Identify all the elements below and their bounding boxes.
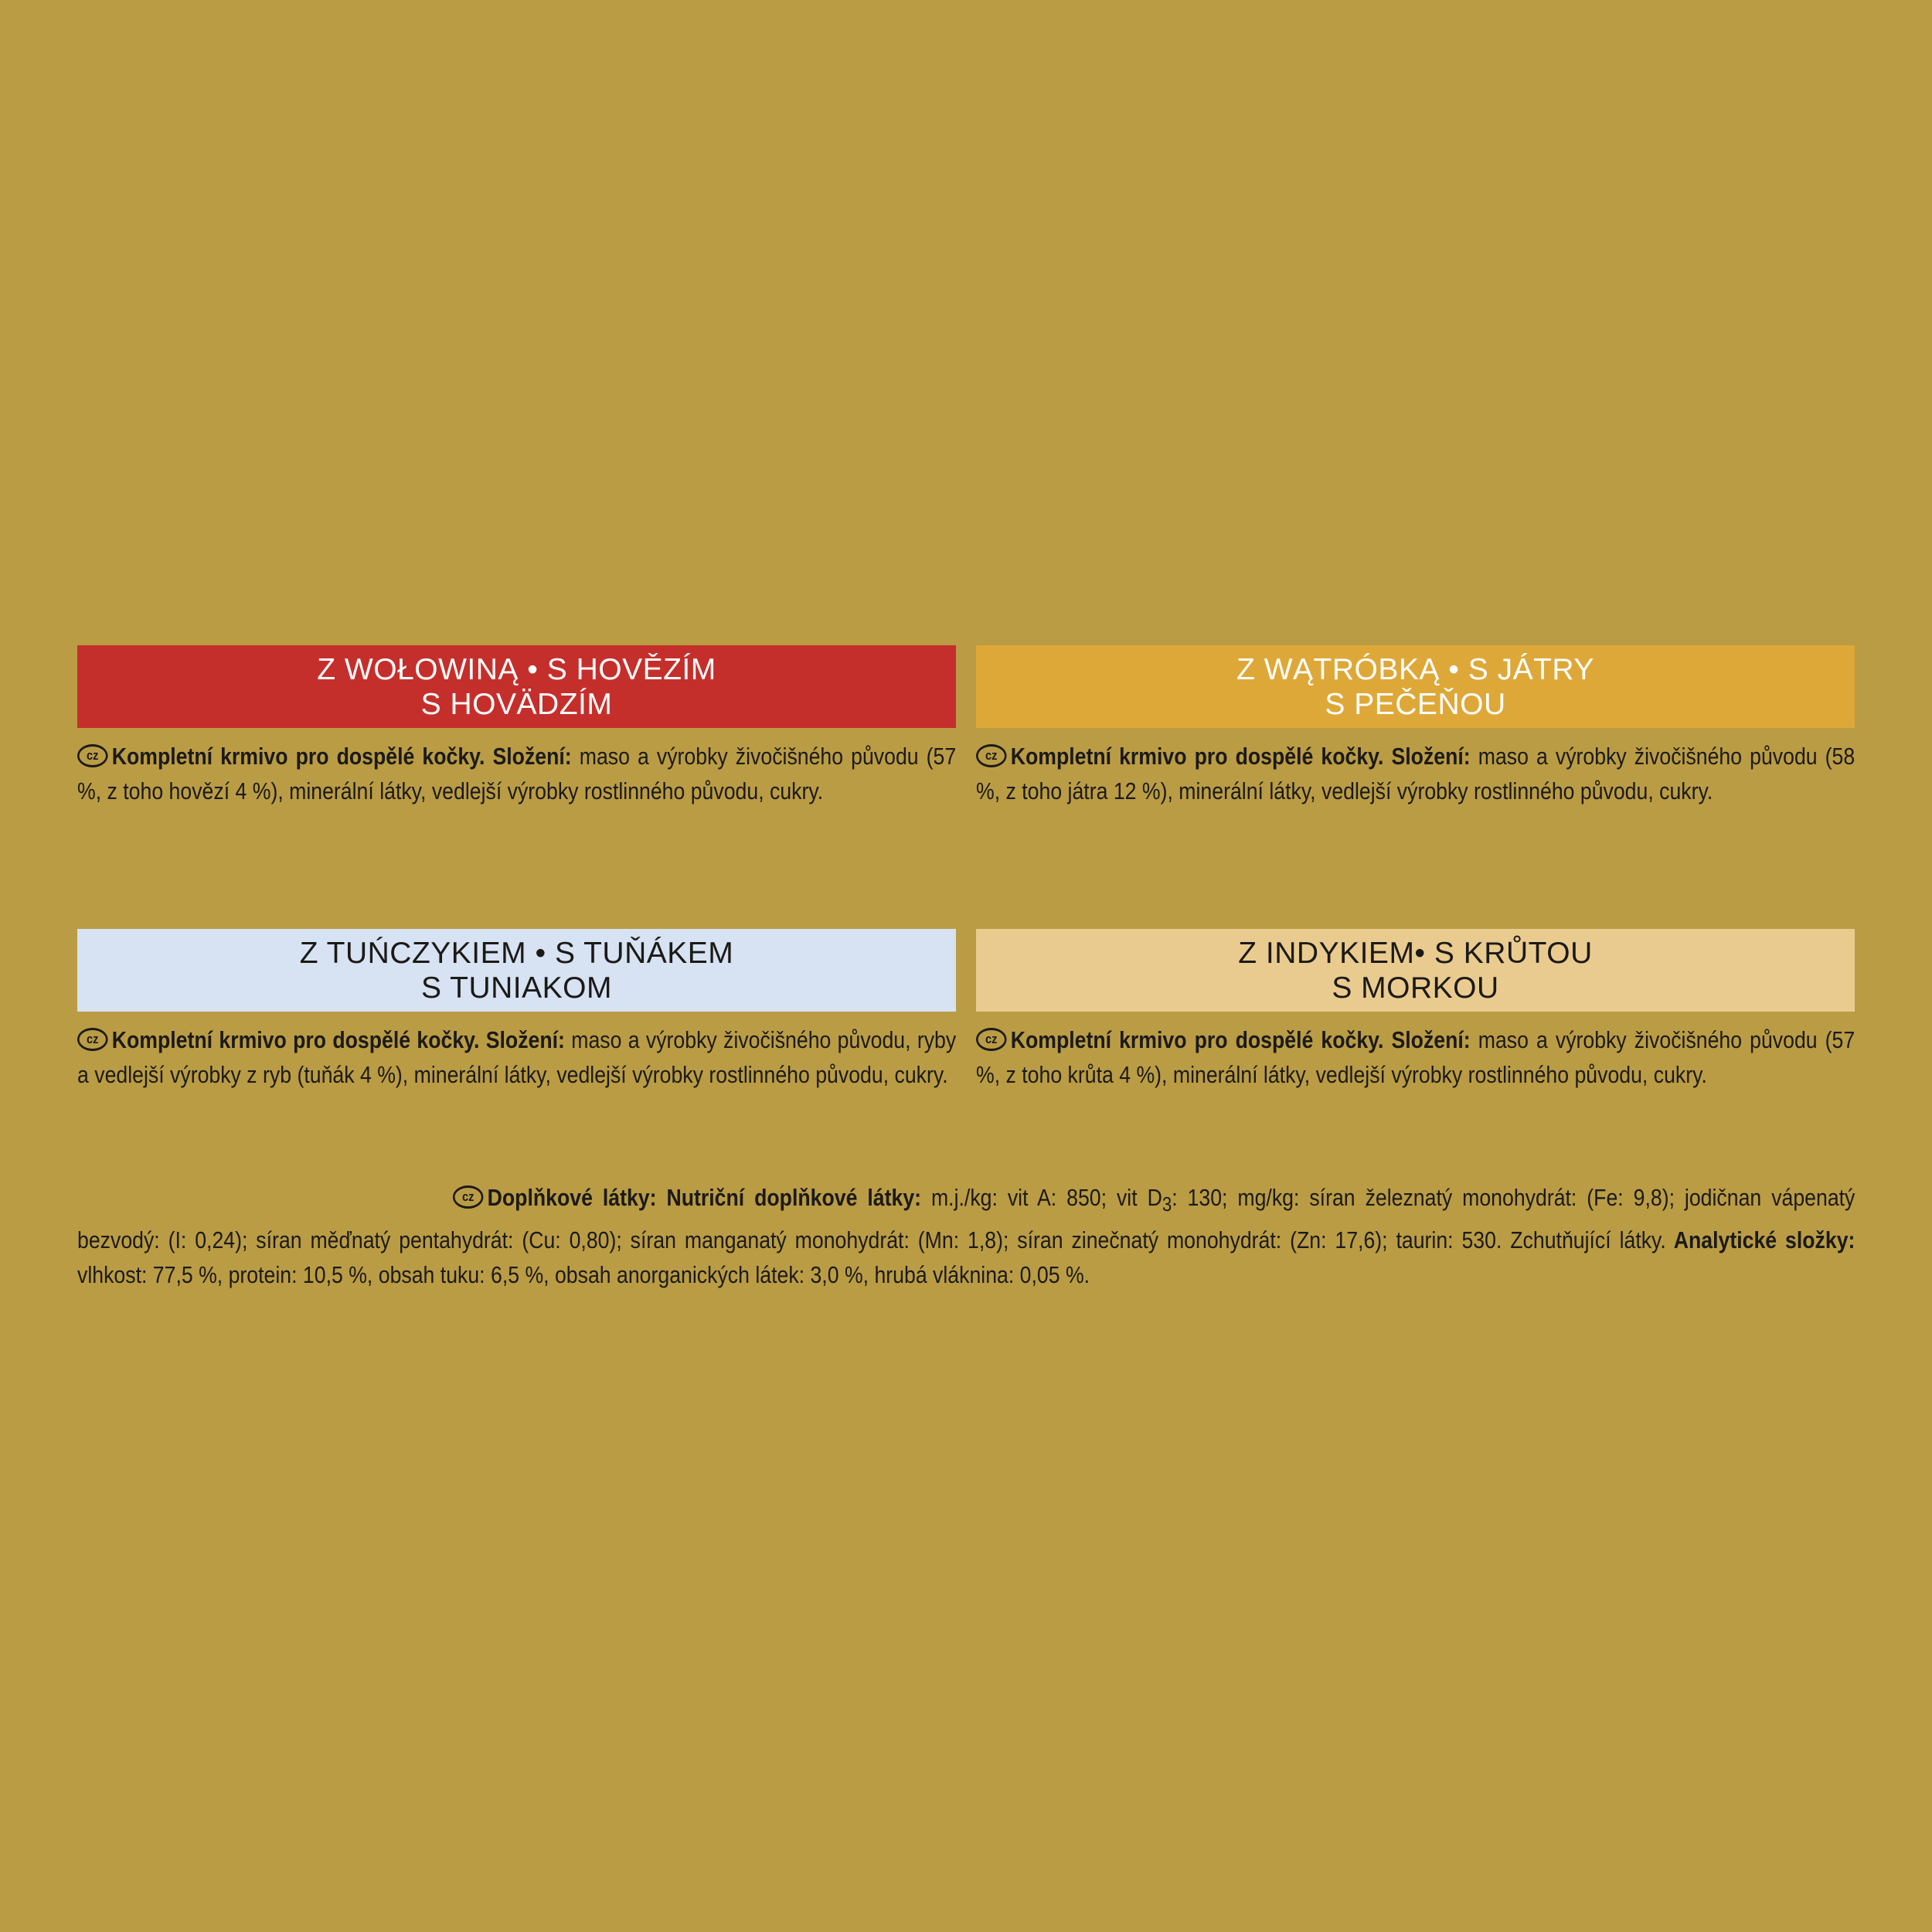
cz-badge-icon: cz (77, 744, 108, 767)
additives-text (77, 1180, 1855, 1292)
product-liver (976, 645, 1855, 808)
product-header (77, 929, 956, 1012)
composition-body: maso a výrobky živočišného původu (58 %, z toho játra 12 %), minerální látky, vedlejší výrobky rostlinného původu, cukry. (976, 743, 1855, 804)
composition-text (976, 1022, 1855, 1092)
product-beef (77, 645, 956, 808)
additives-block (77, 1180, 1855, 1292)
additives-bold-1: Doplňkové látky: Nutriční doplňkové látky: (487, 1184, 922, 1211)
composition-text (77, 739, 956, 808)
header-line-2: S HOVÄDZÍM (420, 687, 613, 721)
header-line-1: Z TUŃCZYKIEM • S TUŇÁKEM (299, 936, 734, 970)
cz-badge-icon: cz (976, 1028, 1007, 1051)
composition-text (976, 739, 1855, 808)
header-line-2: S PEČEŇOU (1325, 687, 1506, 721)
product-header (976, 929, 1855, 1012)
composition-bold: Kompletní krmivo pro dospělé kočky. Složení: (1010, 743, 1471, 770)
additives-text-1: m.j./kg: vit A: 850; vit D (921, 1184, 1162, 1211)
product-turkey (976, 929, 1855, 1092)
header-line-1: Z INDYKIEM• S KRŮTOU (1238, 936, 1593, 970)
product-tuna (77, 929, 956, 1092)
additives-text-3: vlhkost: 77,5 %, protein: 10,5 %, obsah tuku: 6,5 %, obsah anorganických látek: 3,0 %, hrubá vláknina: 0,05 %. (77, 1261, 1090, 1289)
composition-text (77, 1022, 956, 1092)
header-line-2: S TUNIAKOM (421, 971, 612, 1005)
header-line-2: S MORKOU (1332, 971, 1499, 1005)
product-header (77, 645, 956, 728)
additives-text-2: : 130; mg/kg: síran železnatý monohydrát: (Fe: 9,8); jodičnan vápenatý bezvodý: (I: 0,24); síran měďnatý pentahydrát: (Cu: 0,80); síran manganatý monohydrát: (Mn: 1,8); síran zinečnatý monohydrát: (Zn: 17,6); taurin: 530. Zchutňující látky. (77, 1184, 1855, 1254)
composition-bold: Kompletní krmivo pro dospělé kočky. Složení: (111, 1026, 565, 1053)
cz-badge-icon: cz (976, 744, 1007, 767)
composition-bold: Kompletní krmivo pro dospělé kočky. Složení: (1010, 1026, 1471, 1053)
header-line-1: Z WĄTRÓBKĄ • S JÁTRY (1236, 652, 1594, 686)
additives-bold-2: Analytické složky: (1665, 1226, 1855, 1254)
additives-subscript: 3 (1162, 1194, 1172, 1216)
composition-body: maso a výrobky živočišného původu (57 %, z toho krůta 4 %), minerální látky, vedlejší výrobky rostlinného původu, cukry. (976, 1026, 1855, 1088)
composition-body: maso a výrobky živo⁠čišného původu (57 %, z toho hovězí 4 %), minerální látky, vedlejší výrobky rostlinného původu, cukry. (77, 743, 957, 804)
header-line-1: Z WOŁOWINĄ • S HOVĚZÍM (317, 652, 716, 686)
composition-bold: Kompletní krmivo pro dospělé kočky. Složení: (111, 743, 572, 770)
composition-body: maso a výrobky živočišného původu, ryby a vedlejší výrobky z ryb (tuňák 4 %), minerální látky, vedlejší výrobky rostlinného původu, cukry. (77, 1026, 957, 1088)
cz-badge-icon: cz (77, 1028, 108, 1051)
cz-badge-icon: cz (453, 1185, 484, 1209)
product-header (976, 645, 1855, 728)
